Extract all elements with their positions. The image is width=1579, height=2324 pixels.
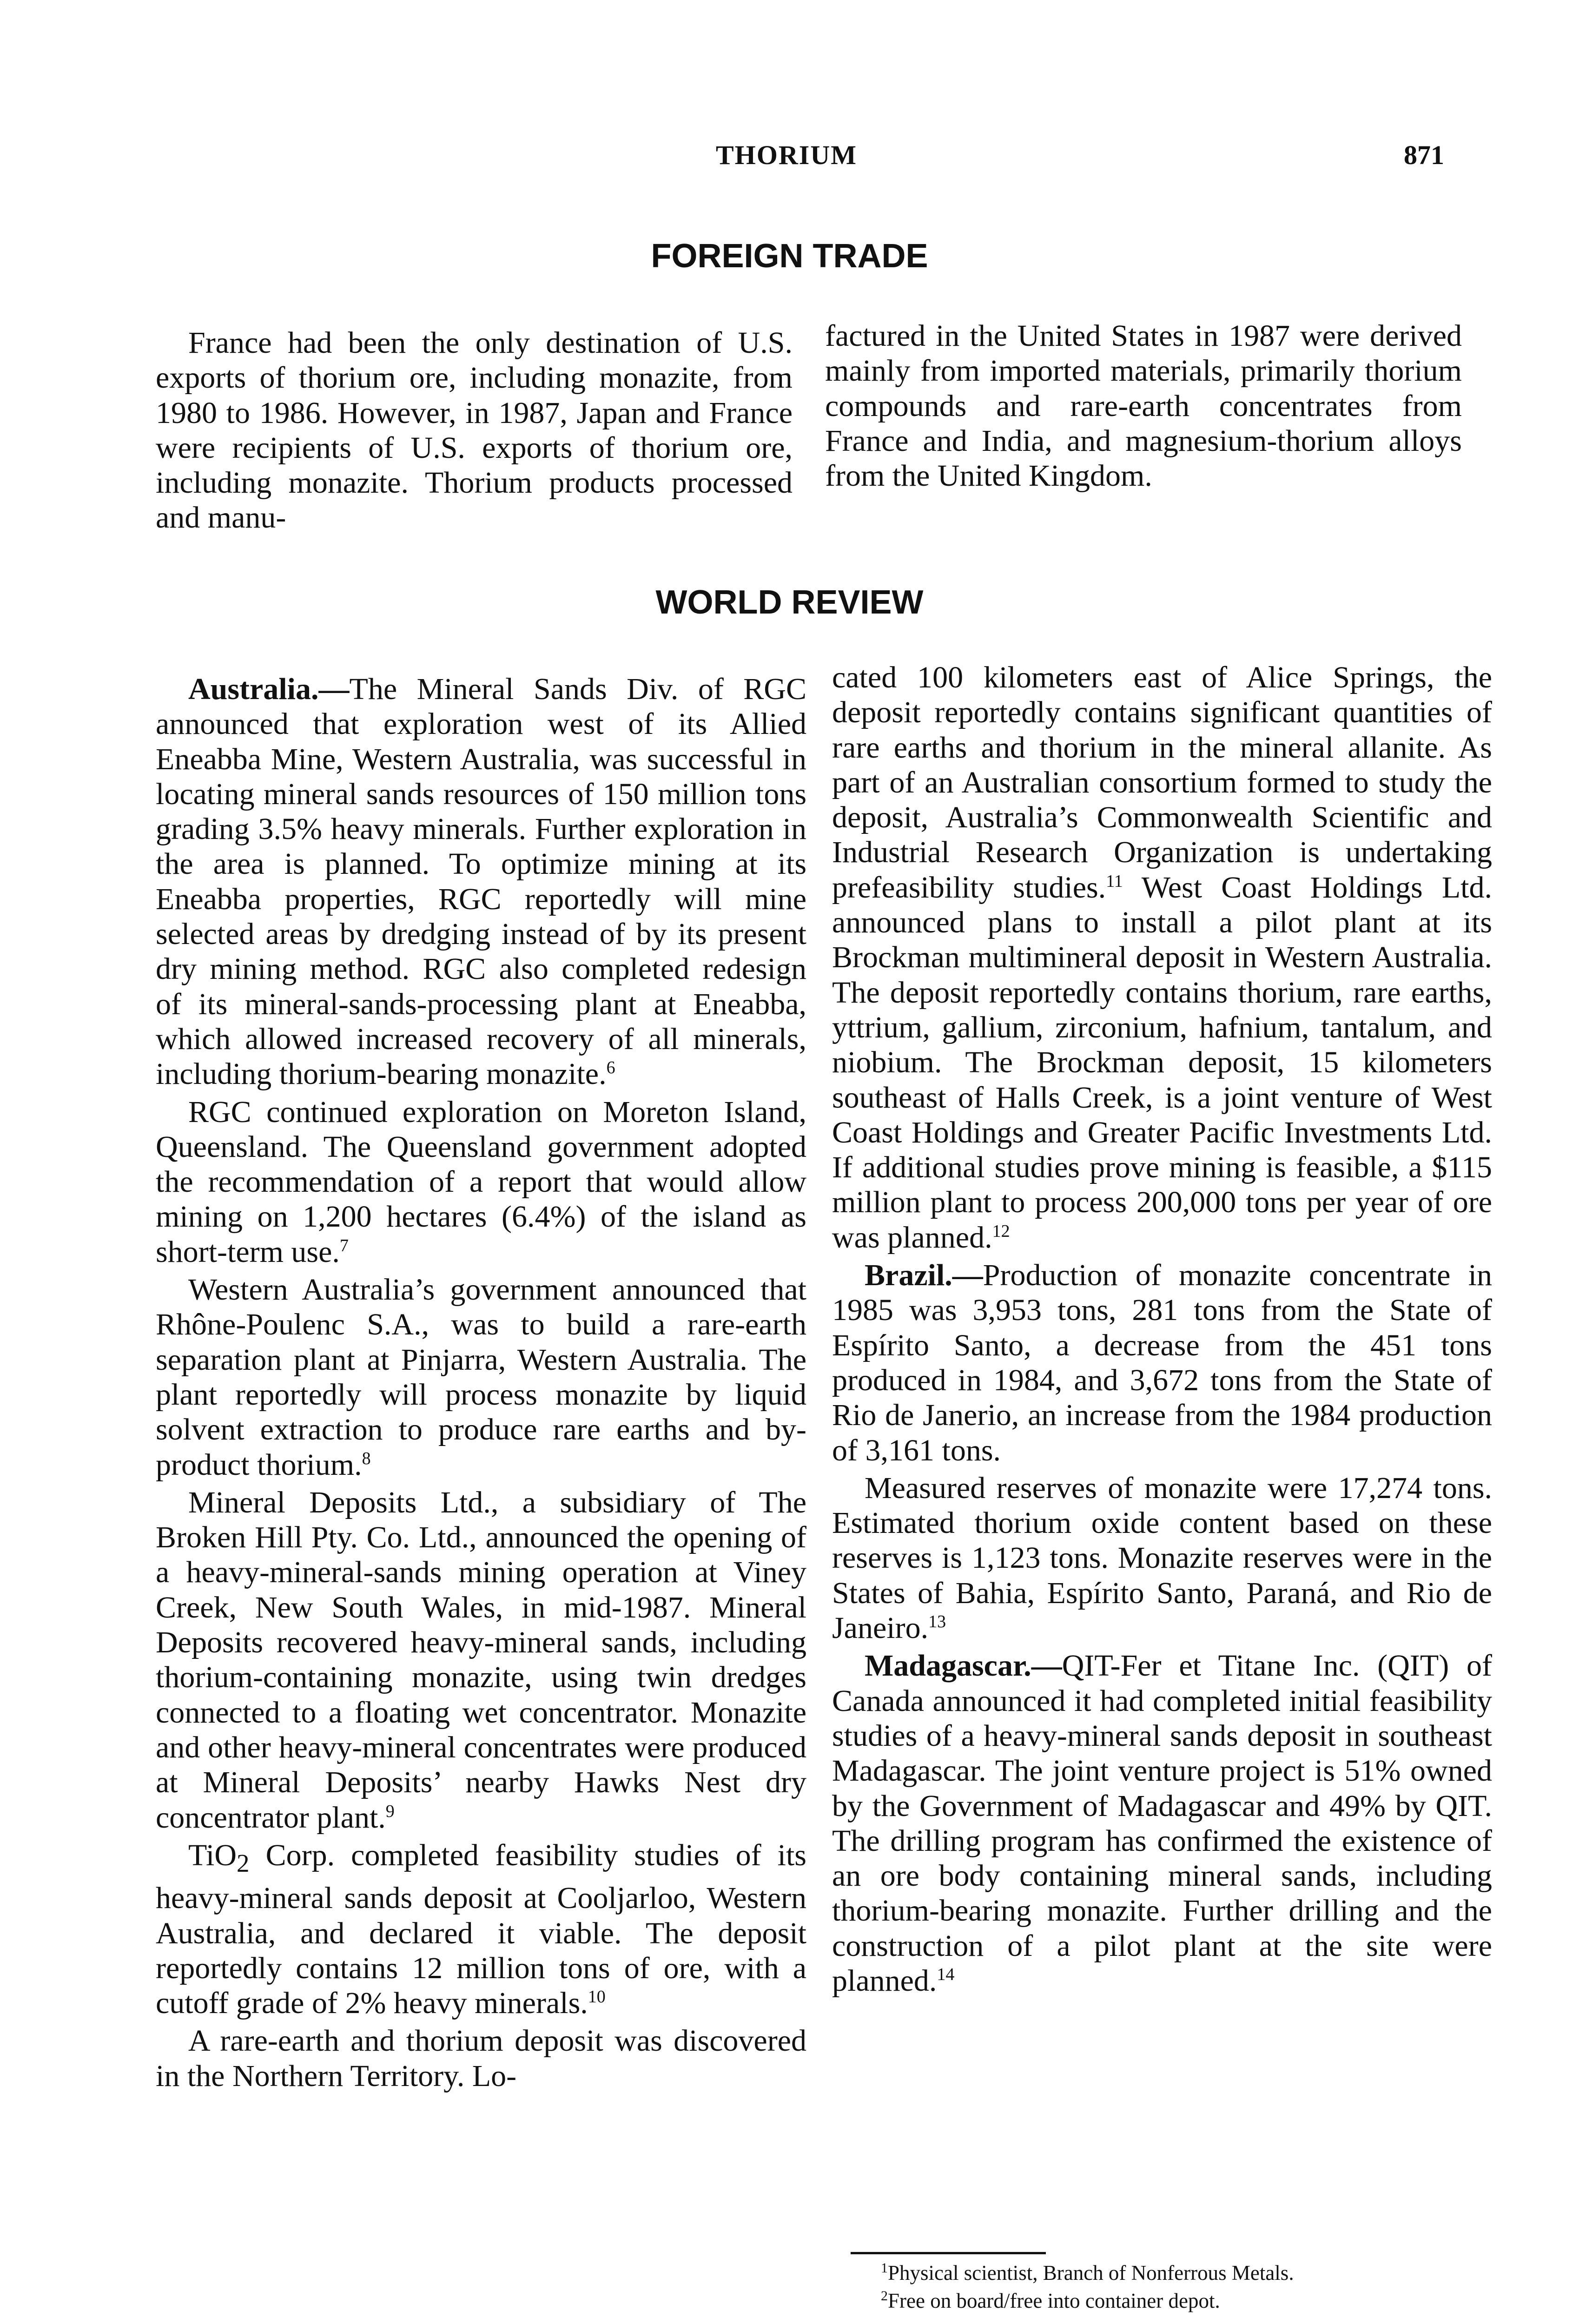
paragraph-text: RGC continued exploration on Moreton Island, Queensland. The Queensland government adopted the recommendation of a report that would allow mining on 1,200 hectares (6.4%) of the island as short-term use.	[156, 1095, 806, 1269]
mineral-deposits-paragraph	[156, 1485, 806, 1835]
footnote-1	[881, 2259, 1485, 2287]
footnotes	[881, 2259, 1485, 2315]
running-head: THORIUM	[716, 140, 857, 170]
madagascar-paragraph	[832, 1648, 1492, 1998]
northern-territory-paragraph	[156, 2023, 806, 2093]
moreton-island-paragraph	[156, 1095, 806, 1269]
page-number: 871	[1404, 140, 1444, 170]
subscript: 2	[237, 1849, 250, 1877]
paragraph-text: The Mineral Sands Div. of RGC announced that exploration west of its Allied Eneabba Mine, Western Australia, was successful in locating mineral sands resources of 150 million tons grading 3.5% heavy minerals. Further exploration in the area is planned. To optimize mining at its Eneabba properties, RGC reportedly will mine selected areas by dredging instead of by its present dry mining method. RGC also completed redesign of its mineral-sands-processing plant at Eneabba, which allowed increased recovery of all minerals, including thorium-bearing monazite.	[156, 672, 806, 1091]
paragraph-text: Corp. completed feasibility studies of its heavy-mineral sands deposit at Cooljarloo, Western Australia, and declared it viable. The deposit reportedly contains 12 million tons of ore, with a cutoff grade of 2% heavy minerals.	[156, 1838, 806, 2020]
footnote-divider	[851, 2252, 1046, 2254]
footnote-text: Physical scientist, Branch of Nonferrous Metals.	[888, 2261, 1294, 2284]
foreign-trade-right-column	[825, 318, 1462, 493]
footnote-mark: 2	[881, 2288, 888, 2304]
tio2-paragraph	[156, 1838, 806, 2021]
footnote-ref: 14	[937, 1964, 955, 1984]
foreign-trade-paragraph-1: France had been the only destination of U.S. exports of thorium ore, including monazite, from 1980 to 1986. However, in 1987, Japan and France were recipients of U.S. exports of thorium ore, including monazite. Thorium products processed and manu-	[156, 326, 793, 535]
paragraph-text: West Coast Holdings Ltd. announced plans to install a pilot plant at its Brockman multimineral deposit in Western Australia. The deposit reportedly contains thorium, rare earths, yttrium, gallium, zirconium, hafnium, tantalum, and niobium. The Brockman deposit, 15 kilometers southeast of Halls Creek, is a joint venture of West Coast Holdings and Greater Pacific Investments Ltd. If additional studies prove mining is feasible, a $115 million plant to process 200,000 tons per year of ore was planned.	[832, 870, 1492, 1254]
alice-springs-paragraph	[832, 660, 1492, 1255]
paragraph-text: Production of monazite concentrate in 1985 was 3,953 tons, 281 tons from the State of Espírito Santo, a decrease from the 451 tons produced in 1984, and 3,672 tons from the State of Rio de Janerio, an increase from the 1984 production of 3,161 tons.	[832, 1258, 1492, 1467]
madagascar-lead: Madagascar.—	[865, 1649, 1062, 1683]
paragraph-text: Western Australia’s government announced that Rhône-Poulenc S.A., was to build a rare-earth separation plant at Pinjarra, Western Australia. The plant reportedly will process monazite by liquid solvent extraction to produce rare earths and by-product thorium.	[156, 1273, 806, 1482]
footnote-ref: 11	[1106, 871, 1123, 891]
australia-paragraph	[156, 672, 806, 1092]
footnote-ref: 8	[362, 1448, 371, 1468]
footnote-mark: 1	[881, 2260, 888, 2276]
foreign-trade-paragraph-2: factured in the United States in 1987 were derived mainly from imported materials, primarily thorium compounds and rare-earth concentrates from France and India, and magnesium-thorium alloys from the United Kingdom.	[825, 319, 1462, 493]
paragraph-text: TiO	[188, 1838, 237, 1872]
footnote-text: Free on board/free into container depot.	[888, 2289, 1220, 2312]
paragraph-text: A rare-earth and thorium deposit was discovered in the Northern Territory. Lo-	[156, 2024, 806, 2093]
paragraph-text: cated 100 kilometers east of Alice Springs, the deposit reportedly contains significant quantities of rare earths and thorium in the mineral allanite. As part of an Australian consortium formed to study the deposit, Australia’s Commonwealth Scientific and Industrial Research Organization is undertaking prefeasibility studies.	[832, 660, 1492, 905]
paragraph-text: QIT-Fer et Titane Inc. (QIT) of Canada announced it had completed initial feasibility studies of a heavy-mineral sands deposit in southeast Madagascar. The joint venture project is 51% owned by the Government of Madagascar and 49% by QIT. The drilling program has confirmed the existence of an ore body containing mineral sands, including thorium-bearing monazite. Further drilling and the construction of a pilot plant at the site were planned.	[832, 1649, 1492, 1998]
foreign-trade-left-column	[156, 325, 793, 535]
world-review-heading: WORLD REVIEW	[655, 584, 924, 621]
pinjarra-paragraph	[156, 1272, 806, 1482]
paragraph-text: Measured reserves of monazite were 17,274 tons. Estimated thorium oxide content based on these reserves is 1,123 tons. Monazite reserves were in the States of Bahia, Espírito Santo, Paraná, and Rio de Janeiro.	[832, 1471, 1492, 1645]
brazil-lead: Brazil.—	[865, 1258, 983, 1293]
world-review-right-column	[832, 660, 1492, 1998]
paragraph-text: Mineral Deposits Ltd., a subsidiary of The Broken Hill Pty. Co. Ltd., announced the opening of a heavy-mineral-sands mining operation at Viney Creek, New South Wales, in mid-1987. Mineral Deposits recovered heavy-mineral sands, including thorium-containing monazite, using twin dredges connected to a floating wet concentrator. Monazite and other heavy-mineral concentrates were produced at Mineral Deposits’ nearby Hawks Nest dry concentrator plant.	[156, 1485, 806, 1835]
footnote-ref: 10	[588, 1987, 606, 2007]
australia-lead: Australia.—	[188, 672, 350, 706]
footnote-ref: 13	[928, 1612, 946, 1632]
footnote-ref: 7	[339, 1235, 349, 1255]
footnote-2	[881, 2287, 1485, 2315]
monazite-reserves-paragraph	[832, 1471, 1492, 1645]
footnote-ref: 6	[606, 1058, 615, 1078]
world-review-left-column	[156, 672, 806, 2093]
footnote-ref: 9	[385, 1801, 395, 1821]
brazil-paragraph	[832, 1258, 1492, 1468]
footnote-ref: 12	[992, 1221, 1010, 1241]
foreign-trade-heading: FOREIGN TRADE	[651, 238, 928, 275]
